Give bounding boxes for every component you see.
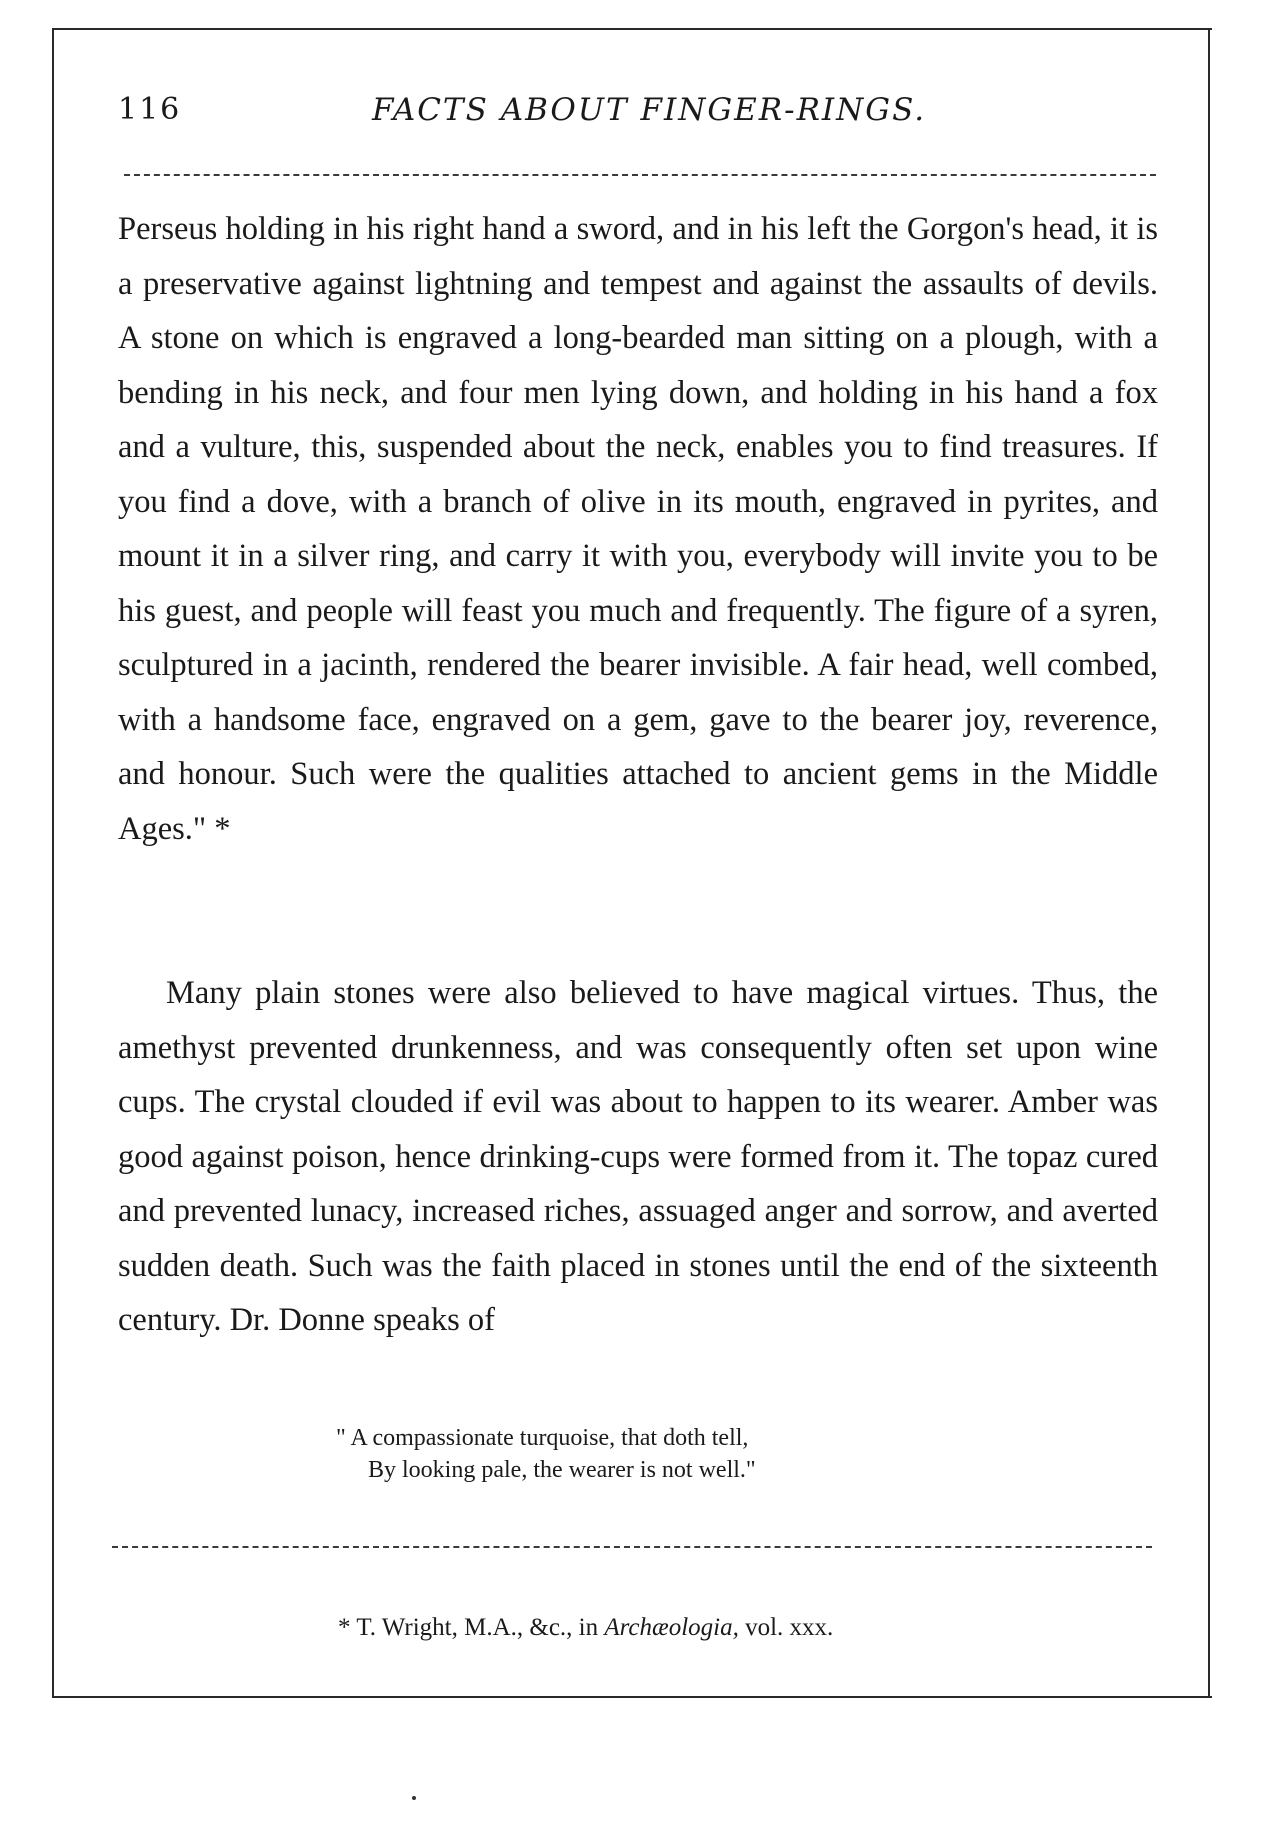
running-head: FACTS ABOUT FINGER-RINGS.	[372, 92, 927, 128]
quote-line-2: By looking pale, the wearer is not well."	[368, 1457, 756, 1483]
frame-left-line	[52, 28, 54, 1698]
footnote-marker: *	[338, 1614, 351, 1641]
header-rule	[124, 174, 1156, 176]
frame-top-line	[52, 28, 1212, 30]
footnote-rule	[112, 1546, 1152, 1548]
page-number: 116	[118, 92, 182, 127]
paragraph-2: Many plain stones were also believed to have magical virtues. Thus, the amethyst prevented drunkenness, and was consequently often set upon wine cups. The crystal clouded if evil was about to happen to its wearer. Amber was good against poison, hence drinking-cups were formed from it. The topaz cured and prevented lunacy, increased riches, assuaged anger and sorrow, and averted sudden death. Such was the faith placed in stones until the end of the sixteenth century. Dr. Donne speaks of	[118, 975, 1158, 1338]
frame-bottom-line	[52, 1696, 1212, 1698]
quote-line-1: " A compassionate turquoise, that doth tell,	[336, 1425, 749, 1451]
footnote-journal: Archæologia,	[604, 1614, 739, 1641]
footnote-text: T. Wright, M.A., &c., in	[356, 1614, 599, 1641]
scan-speck	[412, 1796, 416, 1800]
frame-right-line	[1208, 28, 1210, 1698]
paragraph-1: Perseus holding in his right hand a sword, and in his left the Gorgon's head, it is a preservative against lightning and tempest and against the assaults of devils. A stone on which is engraved a long-bearded man sitting on a plough, with a bending in his neck, and four men lying down, and holding in his hand a fox and a vulture, this, suspended about the neck, enables you to find treasures. If you find a dove, with a branch of olive in its mouth, engraved in pyrites, and mount it in a silver ring, and carry it with you, everybody will invite you to be his guest, and people will feast you much and frequently. The figure of a syren, sculptured in a jacinth, rendered the bearer invisible. A fair head, well combed, with a handsome face, engraved on a gem, gave to the bearer joy, reverence, and honour. Such were the qualities attached to ancient gems in the Middle Ages." *	[118, 211, 1158, 847]
footnote-volume: vol. xxx.	[745, 1614, 834, 1641]
footnote	[338, 1614, 833, 1642]
